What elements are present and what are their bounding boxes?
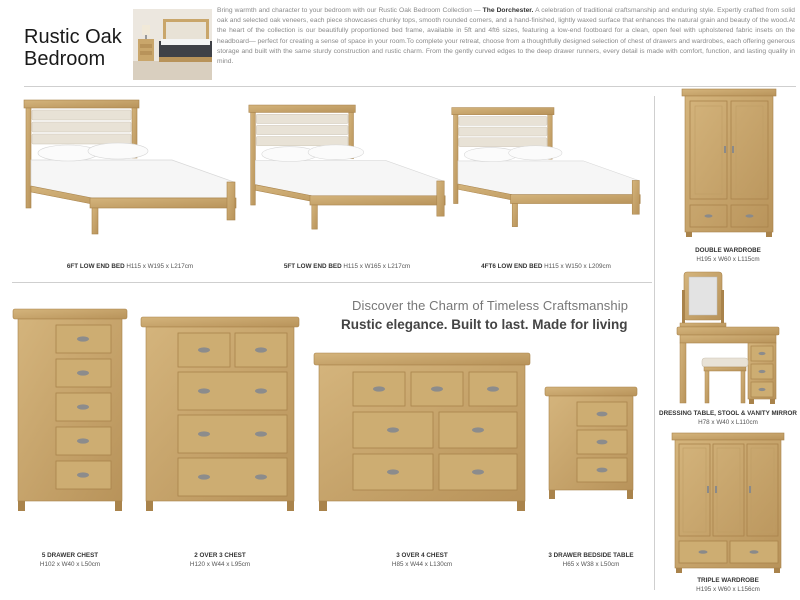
triple-wardrobe-caption [660, 576, 796, 594]
double-wardrobe-image [681, 88, 777, 238]
product-name: 3 OVER 4 CHEST [396, 552, 448, 559]
chest-3-over-4-caption [313, 551, 531, 569]
product-dims: H115 x W165 x L217cm [343, 263, 411, 270]
chest-5-drawer-caption [12, 551, 128, 569]
bed-5ft-image [247, 98, 447, 238]
header-divider [24, 86, 796, 87]
product-name: 4FT6 LOW END BED [481, 263, 543, 270]
product-dims: H195 x W60 x L156cm [696, 586, 760, 593]
product-name: 5 DRAWER CHEST [41, 552, 99, 559]
double-wardrobe-caption [660, 246, 796, 264]
bed-6ft-image [22, 98, 238, 238]
bed-6ft-caption [22, 262, 238, 271]
dressing-table-caption [658, 409, 798, 427]
intro-text-1: Bring warmth and character to your bedroom with our Rustic Oak Bedroom Collection — [217, 7, 483, 14]
product-name: 5FT LOW END BED [283, 263, 342, 270]
product-dims: H85 x W44 x L130cm [391, 561, 453, 568]
bed-illustration [452, 108, 640, 227]
bed-5ft-caption [247, 262, 447, 271]
title-line-1: Rustic Oak [24, 26, 122, 48]
bed-illustration [24, 100, 236, 234]
product-dims: H65 x W38 x L50cm [562, 561, 620, 568]
product-name: 6FT LOW END BED [66, 263, 125, 270]
triple-wardrobe-image [671, 432, 785, 574]
bed-4ft6-image [450, 98, 642, 238]
title-line-2: Bedroom [24, 48, 106, 70]
bedside-table-caption [531, 551, 651, 569]
dressing-table-image [676, 270, 780, 406]
header-room-photo [133, 9, 212, 80]
bed-4ft6-caption [450, 262, 642, 271]
bed-illustration [249, 105, 445, 229]
intro-text-2: A celebration of traditional craftsmanship and enduring style. Expertly crafted from solid oak and selected oak veneers, each piece showcases chunky tops, smooth rounded corners, and a hand-finished, lightly waxed surface that enhances the natural grain and beauty of the wood.At the heart of the collection is our beautifully proportioned bed frame, available in 5ft and 4ft6 sizes, featuring a low-end footboard for a clean, open feel with upholstered fabric insets on the headboard— perfect for creating a sense of space in your room.To complete your retreat, choose from a thoughtfully designed selection of chest of drawers and wardrobes, each offering generous storage and built with the same sturdy construction and rustic charm. From the gently curved edges to the deep drawer runners, every detail is made with comfort, function, and lasting quality in mind. [217, 7, 796, 66]
chest-5-drawer-image [12, 308, 128, 512]
product-name: DOUBLE WARDROBE [695, 247, 761, 254]
product-name: DRESSING TABLE, STOOL & VANITY MIRROR [659, 410, 797, 417]
room-photo-illustration [133, 9, 212, 80]
product-dims: H115 x W150 x L209cm [544, 263, 611, 270]
product-dims: H120 x W44 x L95cm [189, 561, 251, 568]
product-name: 3 DRAWER BEDSIDE TABLE [548, 552, 634, 559]
product-dims: H102 x W40 x L50cm [39, 561, 101, 568]
tagline-heading: Discover the Charm of Timeless Craftsmanship [352, 298, 629, 313]
chest-3-over-4-image [313, 352, 531, 512]
chest-2-over-3-caption [140, 551, 300, 569]
bedside-table-image [544, 386, 638, 500]
row-divider [12, 282, 652, 283]
column-divider [654, 96, 655, 590]
product-dims: H195 x W60 x L115cm [696, 256, 760, 263]
intro-paragraph [217, 6, 795, 67]
chest-2-over-3-image [140, 316, 300, 512]
product-dims: H115 x W195 x L217cm [126, 263, 194, 270]
tagline-subheading: Rustic elegance. Built to last. Made for living [341, 317, 628, 332]
product-dims: H78 x W40 x L110cm [698, 419, 758, 426]
collection-name: The Dorchester. [482, 7, 534, 14]
product-name: TRIPLE WARDROBE [697, 577, 759, 584]
page-title [24, 26, 122, 70]
product-name: 2 OVER 3 CHEST [194, 552, 246, 559]
